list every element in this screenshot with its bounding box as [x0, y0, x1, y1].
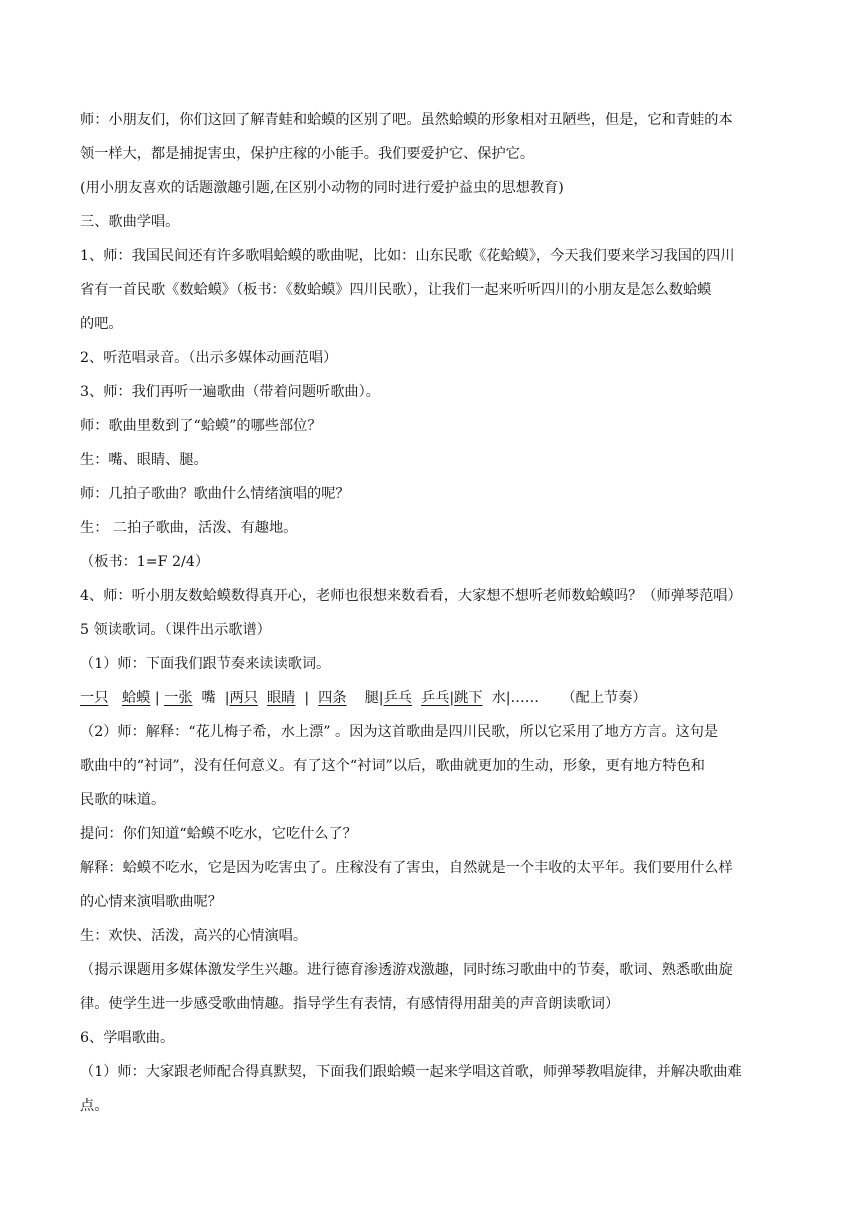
paragraph-line: 提问：你们知道“蛤蟆不吃水，它吃什么了？: [80, 826, 357, 842]
paragraph-line: 2、听范唱录音。（出示多媒体动画范唱）: [80, 350, 338, 366]
paragraph-line: 生：欢快、活泼，高兴的心情演唱。: [80, 928, 308, 944]
paragraph-line: （1）师：大家跟老师配合得真默契，下面我们跟蛤蟆一起来学唱这首歌，师弹琴教唱旋律，并解决歌曲难: [80, 1064, 742, 1080]
section-heading: 三、歌曲学唱。: [80, 214, 180, 230]
rhythm-segment: |: [295, 690, 319, 706]
rhythm-segment: 一张: [164, 690, 193, 706]
paragraph-line: 师：歌曲里数到了“蛤蟆”的哪些部位？: [80, 418, 322, 434]
paragraph-line: 师：小朋友们，你们这回了解青蛙和蛤蟆的区别了吧。虽然蛤蟆的形象相对丑陋些，但是，它和青蛙的本: [80, 112, 733, 128]
rhythm-segment: 乒乓: [421, 690, 450, 706]
rhythm-segment: |: [449, 690, 455, 706]
rhythm-segment: 跳下: [454, 690, 483, 706]
paragraph-line: 省有一首民歌《数蛤蟆》（板书：《数蛤蟆》四川民歌），让我们一起来听听四川的小朋友是怎么数蛤蟆: [80, 282, 712, 298]
paragraph-line: 点。: [80, 1098, 109, 1114]
rhythm-segment: |: [150, 690, 165, 706]
paragraph-line: 6、学唱歌曲。: [80, 1030, 175, 1046]
paragraph-line: （1）师：下面我们跟节奏来读读歌词。: [80, 656, 331, 672]
rhythm-segment: 一只: [80, 690, 109, 706]
paragraph-line: 解释：蛤蟆不吃水，它是因为吃害虫了。庄稼没有了害虫，自然就是一个丰收的太平年。我们要用什么样: [80, 860, 733, 876]
rhythm-segment: 眼睛: [266, 690, 296, 706]
paragraph-line: 3、师：我们再听一遍歌曲（带着问题听歌曲）。: [80, 384, 380, 400]
paragraph-line: （板书：1=F 2/4）: [80, 554, 210, 570]
paragraph-line: 领一样大，都是捕捉害虫，保护庄稼的小能手。我们要爱护它、保护它。: [80, 146, 535, 162]
rhythm-segment: 四条: [318, 690, 347, 706]
paragraph-line: 1、师：我国民间还有许多歌唱蛤蟆的歌曲呢，比如：山东民歌《花蛤蟆》，今天我们要来学习我国的四川: [80, 248, 735, 264]
rhythm-segment: [258, 688, 267, 708]
paragraph-line: 歌曲中的“衬词”，没有任何意义。有了这个“衬词”以后，歌曲就更加的生动，形象，更有地方特色和: [80, 758, 705, 774]
rhythm-segment: 腿|: [346, 690, 384, 706]
paragraph-line: 师：几拍子歌曲？歌曲什么情绪演唱的呢？: [80, 486, 350, 502]
rhythm-segment: 蛤蟆: [121, 690, 151, 706]
paragraph-line: 生： 二拍子歌曲，活泼、有趣地。: [80, 520, 298, 536]
paragraph-line: 民歌的味道。: [80, 792, 166, 808]
paragraph-line: (用小朋友喜欢的话题激趣引题,在区别小动物的同时进行爱护益虫的思想教育): [80, 180, 564, 196]
rhythm-line: [80, 688, 780, 708]
rhythm-segment: [412, 688, 421, 708]
paragraph-line: 5 领读歌词。（课件出示歌谱）: [80, 622, 271, 638]
paragraph-line: 的心情来演唱歌曲呢？: [80, 894, 222, 910]
paragraph-line: （2）师：解释：“花儿梅子希，水上漂” 。因为这首歌曲是四川民歌，所以它采用了地方方言。这句是: [80, 724, 719, 740]
paragraph-line: 4、师：听小朋友数蛤蟆数得真开心，老师也很想来数看看，大家想不想听老师数蛤蟆吗？（师弹琴范唱）: [80, 588, 742, 604]
rhythm-segment: 乒乓: [383, 690, 412, 706]
rhythm-segment: 两只: [229, 690, 258, 706]
paragraph-line: 生：嘴、眼睛、腿。: [80, 452, 208, 468]
rhythm-segment: 水|…… （配上节奏）: [482, 690, 647, 706]
paragraph-line: 的吧。: [80, 316, 123, 332]
paragraph-line: （揭示课题用多媒体激发学生兴趣。进行德育渗透游戏激趣，同时练习歌曲中的节奏，歌词、熟悉歌曲旋: [80, 962, 733, 978]
rhythm-segment: [108, 688, 122, 708]
rhythm-segment: 嘴 |: [192, 690, 230, 706]
paragraph-line: 律。使学生进一步感受歌曲情趣。指导学生有表情，有感情得用甜美的声音朗读歌词）: [80, 996, 620, 1012]
